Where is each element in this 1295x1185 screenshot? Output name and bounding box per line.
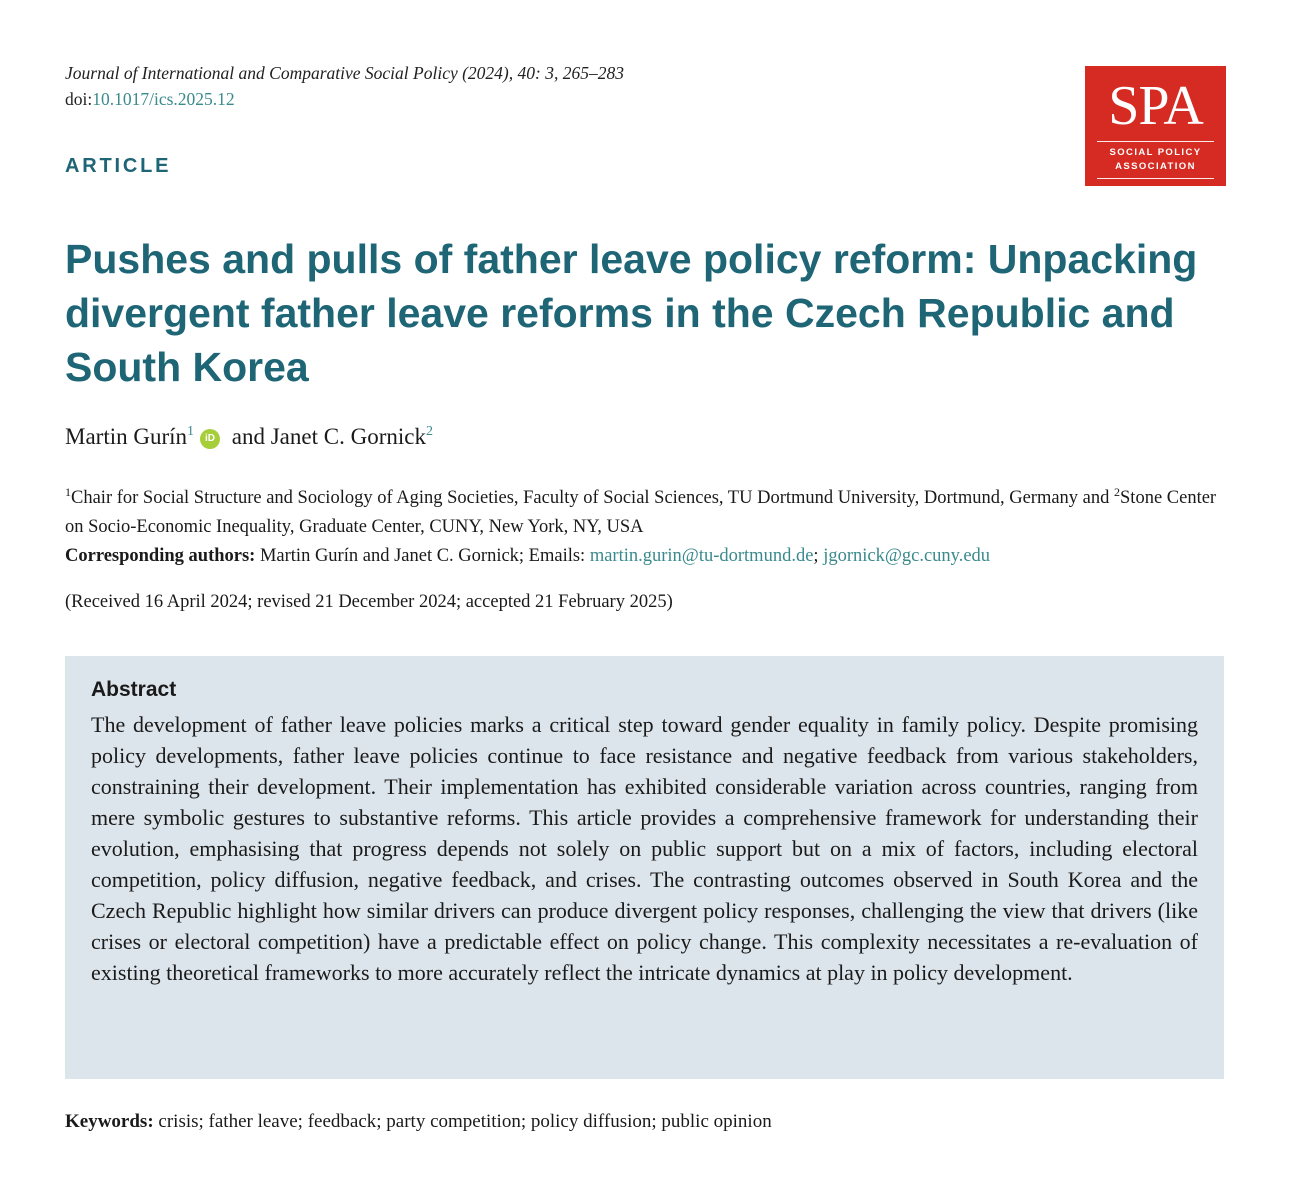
corresponding-text: Martin Gurín and Janet C. Gornick; Emails:: [255, 546, 590, 566]
abstract-body: The development of father leave policies marks a critical step toward gender equality in family policy. Despite promising policy developments, father leave policies continue to face resistance and negative feedback from various stakeholders, constraining their development. Their implementation has exhibited considerable variation across countries, ranging from mere symbolic gestures to substantive reforms. This article provides a comprehensive framework for understanding their evolution, emphasising that progress depends not solely on public support but on a mix of factors, including electoral competition, policy diffusion, negative feedback, and crises. The contrasting outcomes observed in South Korea and the Czech Republic highlight how similar drivers can produce divergent policy responses, challenging the view that drivers (like crises or electoral competition) have a predictable effect on policy change. This complexity necessitates a re-evaluation of existing theoretical frameworks to more accurately reflect the intricate dynamics at play in policy development.: [91, 712, 1198, 985]
abstract-heading: Abstract: [91, 678, 177, 701]
logo-divider-top: [1097, 141, 1214, 142]
doi-prefix: doi:: [65, 89, 93, 109]
author-name-1[interactable]: Martin Gurín: [65, 424, 188, 449]
doi-line: [65, 89, 235, 110]
affiliation-text-2: Stone Center on Socio-Economic Inequality, Graduate Center, CUNY, New York, NY, USA: [65, 488, 1217, 537]
email-link-1[interactable]: martin.gurin@tu-dortmund.de: [589, 546, 814, 566]
logo-line1: SOCIAL POLICY: [1109, 147, 1202, 158]
logo-divider-bottom: [1097, 178, 1214, 179]
keywords-label: Keywords:: [65, 1111, 154, 1132]
logo-line2: ASSOCIATION: [1115, 161, 1196, 172]
affiliation-text-1: Chair for Social Structure and Sociology of Aging Societies, Faculty of Social Sciences, TU Dortmund University, Dortmund, Germany and: [71, 488, 1115, 508]
keywords-line: [65, 1111, 772, 1133]
orcid-icon[interactable]: iD: [200, 429, 220, 449]
article-title: Pushes and pulls of father leave policy reform: Unpacking divergent father leave reforms in the Czech Republic and South Korea: [65, 236, 1198, 390]
author-connector: and: [226, 424, 271, 449]
spa-logo: [1085, 66, 1226, 186]
corresponding-label: Corresponding authors:: [65, 546, 256, 566]
affiliation-sup-1: 1: [65, 485, 71, 499]
article-type-label: ARTICLE: [65, 155, 172, 177]
author-line: [65, 424, 433, 450]
email-link-2[interactable]: jgornick@gc.cuny.edu: [823, 546, 991, 566]
affiliation-ref-2[interactable]: 2: [425, 424, 433, 439]
journal-citation: Journal of International and Comparative Social Policy (2024), 40: 3, 265–283: [65, 63, 624, 83]
abstract-box: [65, 656, 1224, 1079]
author-name-2[interactable]: Janet C. Gornick: [270, 424, 426, 449]
affiliation-ref-1[interactable]: 1: [187, 424, 195, 439]
logo-mark: SPA: [1108, 75, 1203, 137]
doi-link[interactable]: 10.1017/ics.2025.12: [92, 89, 235, 109]
keywords-text: crisis; father leave; feedback; party competition; policy diffusion; public opinion: [153, 1111, 772, 1132]
email-separator: ;: [813, 546, 824, 566]
affiliation-sup-2: 2: [1114, 485, 1121, 499]
affiliations-block: [65, 478, 1230, 571]
received-dates: (Received 16 April 2024; revised 21 December 2024; accepted 21 February 2025): [65, 592, 673, 612]
